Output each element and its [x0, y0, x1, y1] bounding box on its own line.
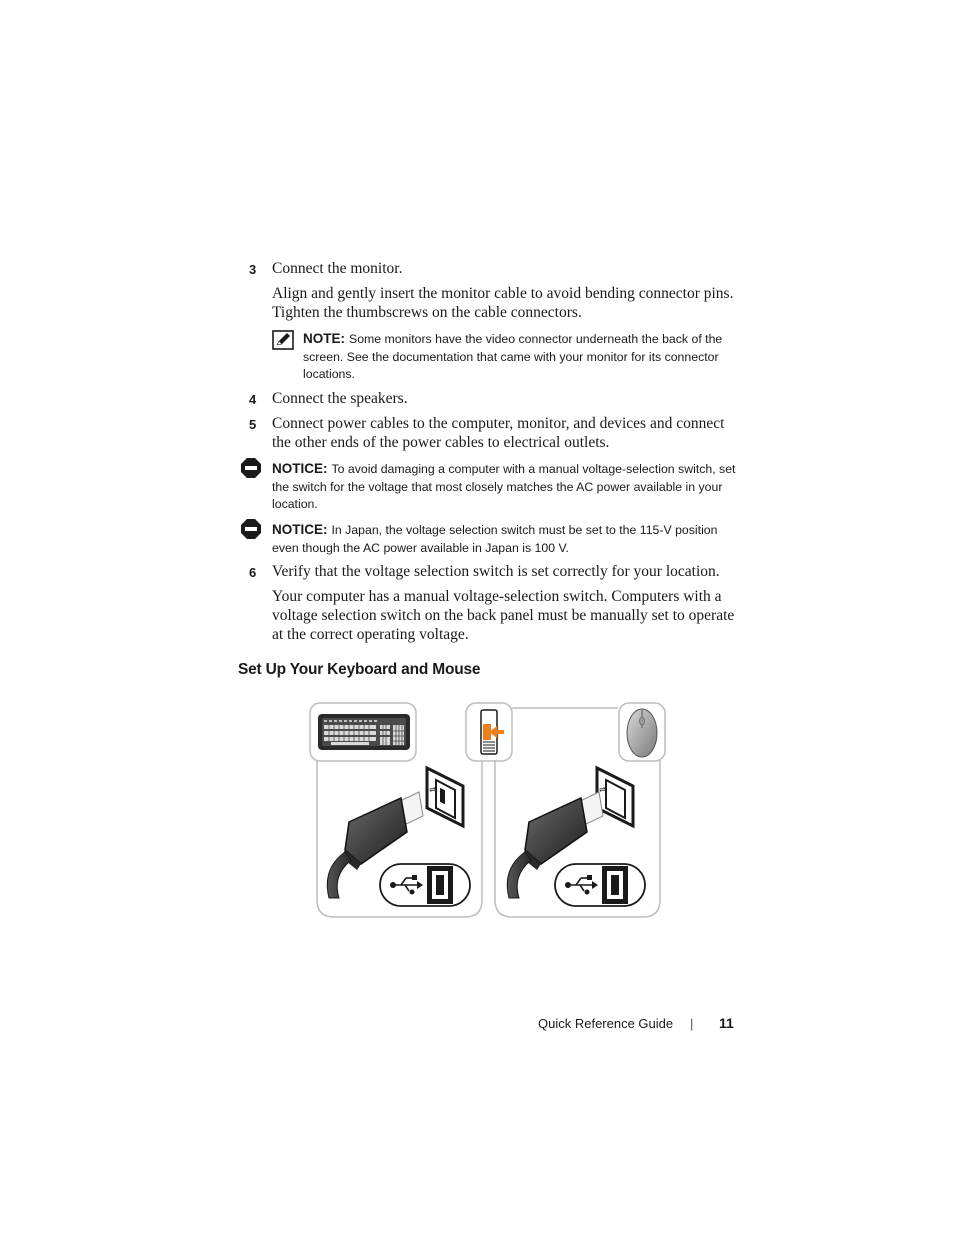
step-5-text: Connect power cables to the computer, monitor, and devices and connect the other ends of the power cables to electrical outlets. [272, 415, 725, 451]
notice-icon [240, 457, 262, 479]
step-6-text: Verify that the voltage selection switch is set correctly for your location. [272, 563, 720, 580]
svg-text:⇌: ⇌ [429, 785, 436, 794]
footer-separator: | [690, 1016, 694, 1031]
notice-1-label: NOTICE: [272, 461, 328, 476]
note-label: NOTE: [303, 331, 345, 346]
svg-text:⇌: ⇌ [599, 785, 606, 794]
keyboard-connection-panel [310, 703, 482, 917]
usb-symbol-label [555, 864, 645, 906]
mouse-connection-panel [495, 703, 665, 917]
step-3-text: Connect the monitor. [272, 260, 403, 277]
notice-1-text: To avoid damaging a computer with a manual voltage-selection switch, set the switch for the voltage that most closely matches the AC power available in your location. [272, 462, 736, 511]
notice-1-block [272, 460, 744, 514]
step-3-detail: Align and gently insert the monitor cable to avoid bending connector pins. Tighten the thumbscrews on the cable connectors. [272, 285, 734, 321]
page-number: 11 [719, 1015, 734, 1031]
footer-guide-title: Quick Reference Guide [538, 1016, 674, 1031]
usb-port-icon [597, 768, 633, 826]
notice-2-block [272, 521, 742, 557]
mouse-icon [627, 709, 657, 757]
step-5-number: 5 [249, 417, 257, 432]
note-block [303, 330, 743, 384]
usb-symbol-label [380, 864, 470, 906]
notice-2-label: NOTICE: [272, 522, 328, 537]
step-6-detail: Your computer has a manual voltage-selection switch. Computers with a voltage selection switch on the back panel must be manually set to operate at the correct operating voltage. [272, 588, 735, 643]
notice-2-text: In Japan, the voltage selection switch must be set to the 115-V position even though the AC power available in Japan is 100 V. [272, 523, 718, 555]
step-3-number: 3 [249, 262, 257, 277]
section-heading: Set Up Your Keyboard and Mouse [238, 661, 481, 678]
back-panel-icon [466, 703, 512, 761]
step-6-number: 6 [249, 565, 257, 580]
pencil-note-icon [272, 330, 294, 350]
step-4-number: 4 [249, 392, 257, 407]
step-4-text: Connect the speakers. [272, 390, 408, 407]
keyboard-mouse-illustration [305, 700, 670, 922]
note-text: Some monitors have the video connector underneath the back of the screen. See the documentation that came with your monitor for its connector locations. [303, 332, 723, 381]
usb-port-icon [427, 768, 463, 826]
keyboard-icon [318, 714, 410, 750]
notice-icon [240, 518, 262, 540]
